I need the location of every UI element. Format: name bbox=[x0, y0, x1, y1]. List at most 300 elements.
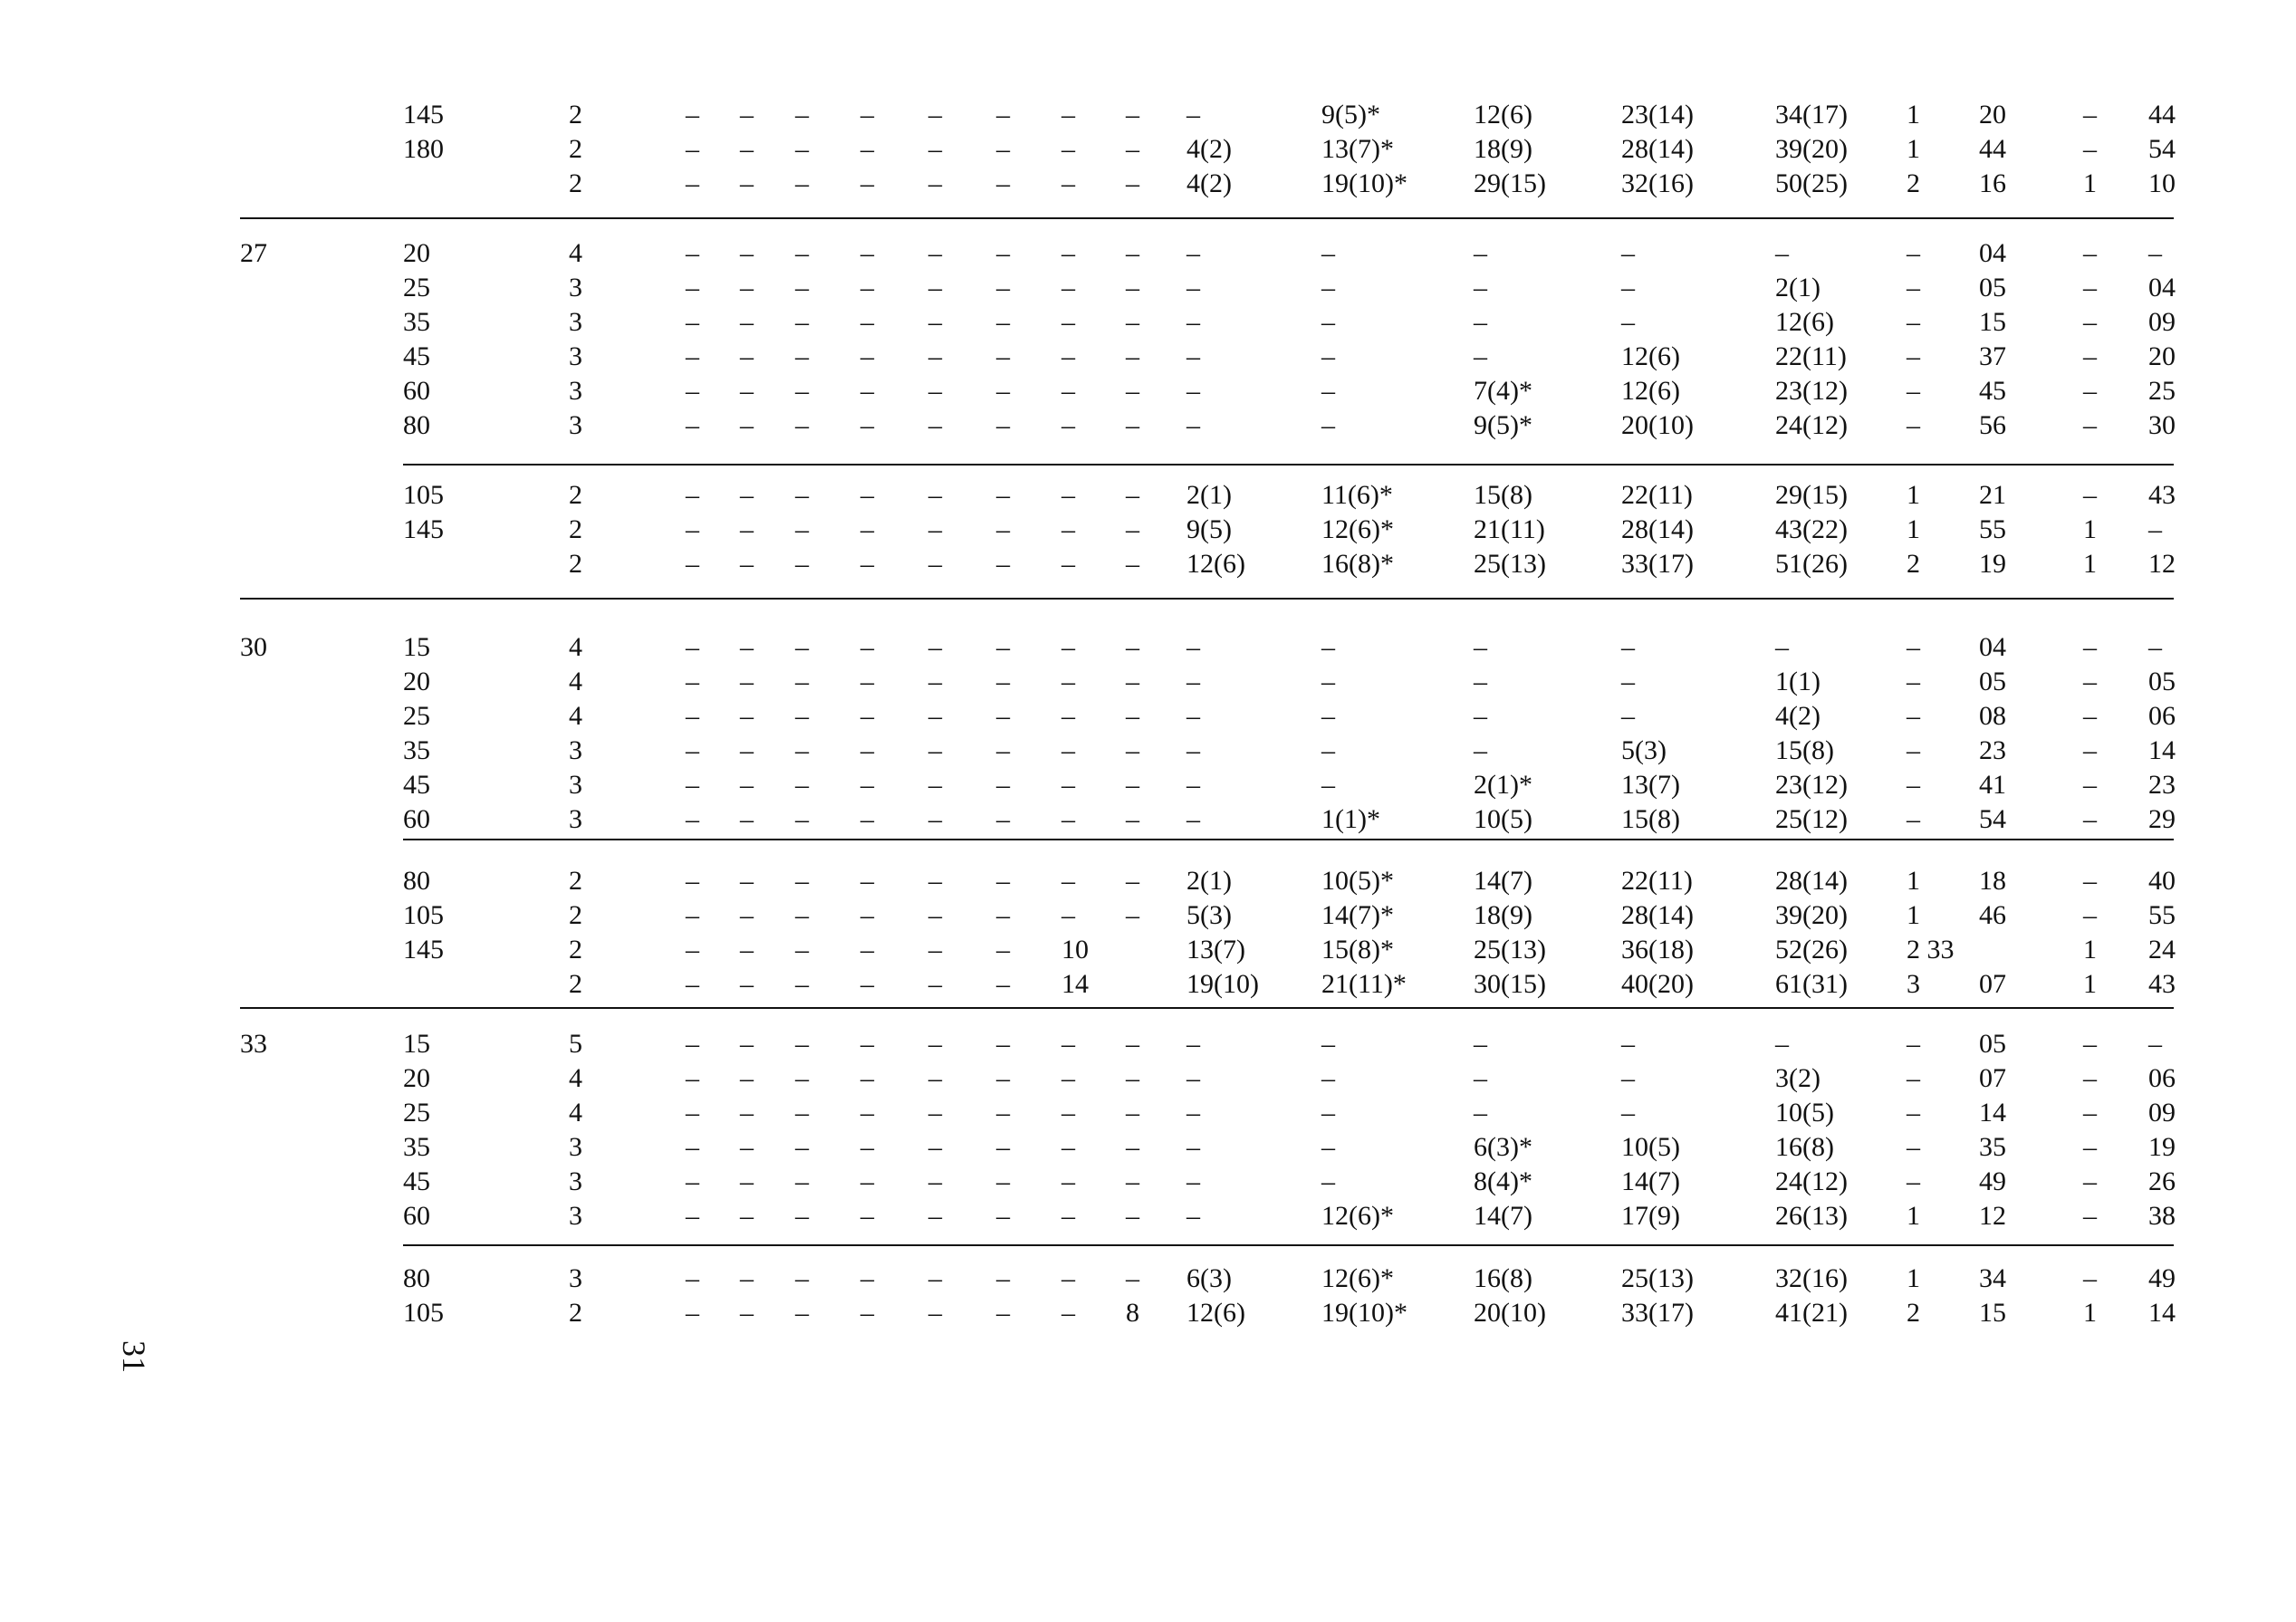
table-cell: – bbox=[2083, 238, 2097, 268]
table-cell: – bbox=[860, 341, 874, 371]
table-cell: 16(8) bbox=[1474, 1263, 1532, 1293]
table-cell: – bbox=[860, 410, 874, 440]
table-cell: 16 bbox=[1979, 168, 2006, 198]
table-cell: – bbox=[996, 1298, 1010, 1328]
table-cell: 3(2) bbox=[1775, 1063, 1820, 1093]
table-cell: – bbox=[928, 238, 942, 268]
table-cell: – bbox=[860, 667, 874, 696]
table-cell: – bbox=[996, 514, 1010, 544]
table-cell: – bbox=[1126, 735, 1139, 765]
table-row bbox=[0, 864, 2296, 898]
table-cell: – bbox=[740, 770, 754, 800]
section-divider bbox=[240, 1007, 2174, 1009]
table-cell: – bbox=[1907, 1098, 1920, 1128]
table-cell: 3 bbox=[1907, 969, 1920, 999]
table-cell: 2(1) bbox=[1775, 273, 1820, 302]
table-cell: – bbox=[686, 866, 699, 896]
table-cell: – bbox=[860, 735, 874, 765]
table-cell: 1 bbox=[1907, 514, 1920, 544]
table-cell: 28(14) bbox=[1775, 866, 1848, 896]
table-cell: – bbox=[1621, 1063, 1635, 1093]
table-row bbox=[0, 665, 2296, 699]
table-cell: 06 bbox=[2148, 1063, 2176, 1093]
table-cell: – bbox=[1126, 549, 1139, 579]
table-cell: – bbox=[795, 1098, 809, 1128]
table-cell: 15 bbox=[403, 1029, 430, 1059]
table-cell: 10(5) bbox=[1775, 1098, 1834, 1128]
table-cell: 43(22) bbox=[1775, 514, 1848, 544]
table-cell: 55 bbox=[1979, 514, 2006, 544]
table-cell: 1 bbox=[2083, 168, 2097, 198]
table-cell: – bbox=[1062, 168, 1075, 198]
table-row bbox=[0, 699, 2296, 734]
table-cell: 23 bbox=[2148, 770, 2176, 800]
table-cell: – bbox=[860, 866, 874, 896]
table-cell: – bbox=[1621, 632, 1635, 662]
table-cell: 3 bbox=[569, 273, 582, 302]
table-cell: 20(10) bbox=[1621, 410, 1694, 440]
table-cell: – bbox=[928, 100, 942, 130]
table-cell: 14(7) bbox=[1474, 866, 1532, 896]
table-cell: – bbox=[1186, 341, 1200, 371]
table-cell: – bbox=[928, 1029, 942, 1059]
table-cell: – bbox=[1126, 770, 1139, 800]
table-cell: – bbox=[795, 735, 809, 765]
table-row bbox=[0, 1096, 2296, 1130]
table-cell: – bbox=[740, 969, 754, 999]
table-cell: 2 bbox=[569, 480, 582, 510]
table-cell: 2 bbox=[569, 900, 582, 930]
table-cell: – bbox=[686, 1098, 699, 1128]
table-cell: 13(7) bbox=[1621, 770, 1680, 800]
table-cell: – bbox=[795, 168, 809, 198]
table-cell: 25 bbox=[2148, 376, 2176, 406]
table-cell: – bbox=[1474, 238, 1487, 268]
table-cell: 38 bbox=[2148, 1201, 2176, 1231]
table-cell: 12(6) bbox=[1621, 341, 1680, 371]
table-cell: – bbox=[1186, 1063, 1200, 1093]
table-cell: 44 bbox=[1979, 134, 2006, 164]
table-row bbox=[0, 967, 2296, 1002]
table-cell: 41 bbox=[1979, 770, 2006, 800]
table-cell: – bbox=[1474, 667, 1487, 696]
table-cell: – bbox=[1062, 1298, 1075, 1328]
table-cell: 9(5)* bbox=[1474, 410, 1532, 440]
table-cell: – bbox=[996, 701, 1010, 731]
table-cell: – bbox=[795, 376, 809, 406]
table-cell: – bbox=[2083, 341, 2097, 371]
table-cell: 09 bbox=[2148, 1098, 2176, 1128]
table-cell: – bbox=[996, 1201, 1010, 1231]
table-cell: 05 bbox=[1979, 667, 2006, 696]
table-cell: 35 bbox=[403, 735, 430, 765]
table-cell: – bbox=[1321, 667, 1335, 696]
table-cell: 145 bbox=[403, 100, 444, 130]
table-cell: – bbox=[1907, 701, 1920, 731]
table-cell: – bbox=[686, 549, 699, 579]
table-cell: – bbox=[1186, 735, 1200, 765]
table-cell: – bbox=[1062, 1263, 1075, 1293]
table-cell: 43 bbox=[2148, 480, 2176, 510]
table-cell: – bbox=[686, 410, 699, 440]
table-cell: – bbox=[2083, 866, 2097, 896]
table-cell: – bbox=[928, 735, 942, 765]
table-cell: 105 bbox=[403, 1298, 444, 1328]
table-cell: – bbox=[996, 935, 1010, 965]
table-cell: – bbox=[686, 770, 699, 800]
table-cell: – bbox=[740, 273, 754, 302]
table-cell: – bbox=[996, 273, 1010, 302]
table-cell: – bbox=[1126, 866, 1139, 896]
table-cell: 24(12) bbox=[1775, 1166, 1848, 1196]
table-cell: – bbox=[1126, 100, 1139, 130]
table-cell: 54 bbox=[2148, 134, 2176, 164]
table-cell: – bbox=[1474, 701, 1487, 731]
table-cell: – bbox=[928, 632, 942, 662]
table-cell: 21(11)* bbox=[1321, 969, 1407, 999]
table-cell: 08 bbox=[1979, 701, 2006, 731]
table-cell: 14(7)* bbox=[1321, 900, 1394, 930]
table-cell: 1(1)* bbox=[1321, 804, 1380, 834]
table-cell: – bbox=[1186, 770, 1200, 800]
table-cell: 12 bbox=[1979, 1201, 2006, 1231]
table-cell: – bbox=[1775, 632, 1789, 662]
table-cell: – bbox=[928, 1263, 942, 1293]
table-cell: 04 bbox=[1979, 632, 2006, 662]
table-cell: – bbox=[860, 480, 874, 510]
table-cell: 3 bbox=[569, 770, 582, 800]
table-cell: 105 bbox=[403, 480, 444, 510]
table-cell: – bbox=[1321, 1029, 1335, 1059]
table-cell: – bbox=[1186, 1201, 1200, 1231]
table-cell: – bbox=[1775, 1029, 1789, 1059]
table-cell: – bbox=[740, 935, 754, 965]
table-cell: 12(6)* bbox=[1321, 1201, 1394, 1231]
table-cell: 12(6) bbox=[1621, 376, 1680, 406]
table-cell: – bbox=[686, 238, 699, 268]
table-cell: 35 bbox=[403, 307, 430, 337]
table-row bbox=[0, 768, 2296, 802]
table-cell: 34(17) bbox=[1775, 100, 1848, 130]
table-cell: – bbox=[2083, 410, 2097, 440]
table-cell: – bbox=[2148, 1029, 2162, 1059]
table-cell: – bbox=[1907, 632, 1920, 662]
table-cell: 4 bbox=[569, 1063, 582, 1093]
table-cell: – bbox=[1474, 735, 1487, 765]
table-cell: 29(15) bbox=[1474, 168, 1546, 198]
table-row bbox=[0, 1296, 2296, 1330]
table-cell: 5 bbox=[569, 1029, 582, 1059]
table-cell: – bbox=[928, 935, 942, 965]
table-cell: 07 bbox=[1979, 1063, 2006, 1093]
table-cell: – bbox=[928, 1201, 942, 1231]
table-cell: 80 bbox=[403, 410, 430, 440]
table-cell: – bbox=[1062, 480, 1075, 510]
table-cell: – bbox=[740, 632, 754, 662]
table-cell: – bbox=[928, 307, 942, 337]
table-cell: 2 bbox=[569, 134, 582, 164]
table-cell: 1 bbox=[2083, 549, 2097, 579]
table-cell: – bbox=[928, 341, 942, 371]
table-cell: 2 bbox=[569, 1298, 582, 1328]
table-cell: 14(7) bbox=[1474, 1201, 1532, 1231]
table-cell: 10(5) bbox=[1474, 804, 1532, 834]
table-cell: 2(1) bbox=[1186, 480, 1232, 510]
table-cell: – bbox=[928, 1098, 942, 1128]
table-cell: – bbox=[740, 341, 754, 371]
table-cell: 35 bbox=[1979, 1132, 2006, 1162]
table-cell: – bbox=[1062, 1132, 1075, 1162]
table-cell: – bbox=[860, 514, 874, 544]
table-cell: – bbox=[686, 667, 699, 696]
table-cell: – bbox=[996, 1263, 1010, 1293]
table-cell: – bbox=[795, 632, 809, 662]
table-cell: 20 bbox=[403, 238, 430, 268]
table-cell: – bbox=[1621, 701, 1635, 731]
table-cell: – bbox=[928, 770, 942, 800]
table-cell: 19 bbox=[1979, 549, 2006, 579]
table-cell: 24(12) bbox=[1775, 410, 1848, 440]
table-cell: – bbox=[1062, 134, 1075, 164]
table-cell: – bbox=[686, 376, 699, 406]
table-cell: – bbox=[1062, 549, 1075, 579]
table-cell: – bbox=[928, 410, 942, 440]
table-cell: 15(8)* bbox=[1321, 935, 1394, 965]
table-cell: – bbox=[740, 1166, 754, 1196]
table-cell: – bbox=[2083, 1029, 2097, 1059]
table-cell: – bbox=[928, 1132, 942, 1162]
section-divider bbox=[240, 217, 2174, 219]
table-cell: – bbox=[686, 134, 699, 164]
table-cell: 145 bbox=[403, 935, 444, 965]
table-cell: – bbox=[1321, 376, 1335, 406]
table-cell: 1 bbox=[1907, 134, 1920, 164]
table-cell: 04 bbox=[1979, 238, 2006, 268]
table-cell: – bbox=[1126, 1132, 1139, 1162]
table-cell: 15 bbox=[403, 632, 430, 662]
table-cell: 26 bbox=[2148, 1166, 2176, 1196]
table-cell: 04 bbox=[2148, 273, 2176, 302]
table-cell: – bbox=[1907, 735, 1920, 765]
table-cell: – bbox=[1062, 770, 1075, 800]
table-cell: – bbox=[2083, 735, 2097, 765]
table-cell: – bbox=[996, 549, 1010, 579]
table-cell: – bbox=[1907, 376, 1920, 406]
table-cell: 4(2) bbox=[1775, 701, 1820, 731]
table-cell: 3 bbox=[569, 735, 582, 765]
table-cell: – bbox=[1126, 480, 1139, 510]
table-cell: 29 bbox=[2148, 804, 2176, 834]
table-cell: 39(20) bbox=[1775, 134, 1848, 164]
table-cell: – bbox=[2083, 1098, 2097, 1128]
table-cell: 2 bbox=[1907, 1298, 1920, 1328]
table-cell: – bbox=[928, 701, 942, 731]
table-cell: 30(15) bbox=[1474, 969, 1546, 999]
table-cell: – bbox=[860, 1298, 874, 1328]
table-row bbox=[0, 305, 2296, 340]
table-cell: 23(12) bbox=[1775, 770, 1848, 800]
table-row bbox=[0, 734, 2296, 768]
table-cell: – bbox=[860, 1263, 874, 1293]
table-cell: – bbox=[1126, 804, 1139, 834]
table-cell: 3 bbox=[569, 410, 582, 440]
table-cell: – bbox=[795, 1063, 809, 1093]
table-cell: – bbox=[1062, 900, 1075, 930]
table-cell: 4 bbox=[569, 238, 582, 268]
subsection-divider bbox=[403, 1244, 2174, 1246]
table-cell: – bbox=[1186, 1098, 1200, 1128]
table-cell: – bbox=[928, 168, 942, 198]
table-cell: – bbox=[1321, 410, 1335, 440]
table-cell: 105 bbox=[403, 900, 444, 930]
table-cell: – bbox=[1062, 100, 1075, 130]
table-cell: 11(6)* bbox=[1321, 480, 1393, 510]
table-cell: 29(15) bbox=[1775, 480, 1848, 510]
table-cell: – bbox=[928, 1298, 942, 1328]
table-cell: – bbox=[795, 866, 809, 896]
table-cell: – bbox=[1907, 238, 1920, 268]
table-cell: – bbox=[1907, 804, 1920, 834]
table-cell: 1(1) bbox=[1775, 667, 1820, 696]
table-cell: 20(10) bbox=[1474, 1298, 1546, 1328]
table-cell: – bbox=[860, 1063, 874, 1093]
subsection-divider bbox=[403, 839, 2174, 840]
table-cell: 15 bbox=[1979, 1298, 2006, 1328]
table-cell: 22(11) bbox=[1621, 480, 1693, 510]
table-cell: 145 bbox=[403, 514, 444, 544]
table-cell: – bbox=[928, 480, 942, 510]
group-label: 33 bbox=[240, 1029, 267, 1059]
table-cell: – bbox=[1062, 1029, 1075, 1059]
table-cell: 15(8) bbox=[1775, 735, 1834, 765]
table-cell: – bbox=[686, 900, 699, 930]
table-cell: – bbox=[686, 341, 699, 371]
table-cell: – bbox=[996, 804, 1010, 834]
table-cell: – bbox=[686, 480, 699, 510]
table-cell: – bbox=[1186, 410, 1200, 440]
table-cell: 44 bbox=[2148, 100, 2176, 130]
table-cell: – bbox=[1126, 1098, 1139, 1128]
table-cell: – bbox=[686, 168, 699, 198]
table-cell: – bbox=[2083, 1166, 2097, 1196]
table-cell: 40(20) bbox=[1621, 969, 1694, 999]
table-cell: – bbox=[928, 514, 942, 544]
table-cell: 60 bbox=[403, 804, 430, 834]
table-cell: – bbox=[795, 667, 809, 696]
table-cell: 1 bbox=[1907, 480, 1920, 510]
table-cell: 2 bbox=[569, 935, 582, 965]
table-cell: 30 bbox=[2148, 410, 2176, 440]
table-cell: – bbox=[795, 935, 809, 965]
table-cell: – bbox=[795, 1201, 809, 1231]
table-cell: – bbox=[1126, 134, 1139, 164]
table-cell: 61(31) bbox=[1775, 969, 1848, 999]
table-cell: – bbox=[860, 701, 874, 731]
table-cell: 1 bbox=[1907, 866, 1920, 896]
table-cell: – bbox=[2083, 134, 2097, 164]
table-cell: 3 bbox=[569, 1166, 582, 1196]
table-cell: – bbox=[928, 804, 942, 834]
table-cell: – bbox=[1062, 273, 1075, 302]
table-cell: 1 bbox=[1907, 1263, 1920, 1293]
table-cell: – bbox=[1186, 273, 1200, 302]
table-cell: – bbox=[1907, 667, 1920, 696]
table-cell: 24 bbox=[2148, 935, 2176, 965]
table-cell: – bbox=[740, 804, 754, 834]
table-cell: – bbox=[1186, 376, 1200, 406]
table-cell: – bbox=[795, 1166, 809, 1196]
table-cell: 50(25) bbox=[1775, 168, 1848, 198]
table-cell: 36(18) bbox=[1621, 935, 1694, 965]
table-cell: – bbox=[2083, 900, 2097, 930]
table-cell: – bbox=[1062, 667, 1075, 696]
table-cell: – bbox=[686, 969, 699, 999]
table-cell: – bbox=[2083, 1263, 2097, 1293]
table-cell: – bbox=[996, 307, 1010, 337]
table-cell: 18 bbox=[1979, 866, 2006, 896]
table-cell: – bbox=[860, 1201, 874, 1231]
table-cell: – bbox=[996, 238, 1010, 268]
table-row bbox=[0, 340, 2296, 374]
table-cell: – bbox=[795, 514, 809, 544]
table-cell: 19(10)* bbox=[1321, 168, 1407, 198]
table-cell: – bbox=[928, 900, 942, 930]
table-cell: – bbox=[686, 1063, 699, 1093]
table-cell: – bbox=[1621, 273, 1635, 302]
table-row bbox=[0, 408, 2296, 443]
table-cell: 2(1)* bbox=[1474, 770, 1532, 800]
table-cell: – bbox=[740, 701, 754, 731]
table-cell: – bbox=[1474, 341, 1487, 371]
table-cell: – bbox=[740, 376, 754, 406]
table-cell: 5(3) bbox=[1621, 735, 1667, 765]
table-cell: 32(16) bbox=[1775, 1263, 1848, 1293]
table-cell: 14 bbox=[2148, 1298, 2176, 1328]
table-cell: – bbox=[1126, 900, 1139, 930]
table-cell: – bbox=[2083, 770, 2097, 800]
table-cell: 56 bbox=[1979, 410, 2006, 440]
table-cell: – bbox=[1907, 341, 1920, 371]
section-divider bbox=[240, 598, 2174, 600]
table-cell: 41(21) bbox=[1775, 1298, 1848, 1328]
table-cell: – bbox=[996, 1063, 1010, 1093]
table-cell: 12(6) bbox=[1775, 307, 1834, 337]
table-cell: – bbox=[740, 549, 754, 579]
table-row bbox=[0, 1027, 2296, 1061]
table-cell: 46 bbox=[1979, 900, 2006, 930]
table-cell: – bbox=[2083, 100, 2097, 130]
table-cell: 23(14) bbox=[1621, 100, 1694, 130]
table-cell: – bbox=[686, 1166, 699, 1196]
table-cell: – bbox=[795, 1132, 809, 1162]
table-cell: – bbox=[795, 238, 809, 268]
table-cell: 1 bbox=[1907, 900, 1920, 930]
table-cell: – bbox=[928, 376, 942, 406]
table-cell: 12 bbox=[2148, 549, 2176, 579]
table-cell: 14 bbox=[1062, 969, 1089, 999]
table-cell: 4 bbox=[569, 701, 582, 731]
table-cell: – bbox=[928, 134, 942, 164]
table-cell: 45 bbox=[403, 1166, 430, 1196]
table-cell: – bbox=[1062, 238, 1075, 268]
table-cell: – bbox=[1321, 307, 1335, 337]
table-cell: – bbox=[795, 341, 809, 371]
table-cell: – bbox=[740, 410, 754, 440]
table-cell: – bbox=[2083, 480, 2097, 510]
table-cell: 25 bbox=[403, 701, 430, 731]
table-cell: – bbox=[740, 1263, 754, 1293]
table-row bbox=[0, 167, 2296, 201]
